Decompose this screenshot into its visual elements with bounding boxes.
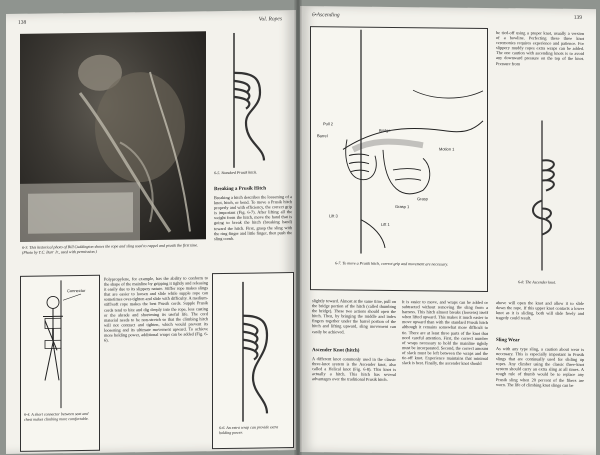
bottom-col3-text: above will open the knot and allow it to slide down the rope. If this upper knot contacts a lower knot as it is sliding, both will slide freely and tragedy could result. <box>496 300 584 321</box>
fig-6-7-box <box>310 26 488 292</box>
ascender-heading: Ascender Knot (hitch) <box>312 348 360 354</box>
label-motion: Motion 1 <box>439 146 455 152</box>
ascender-knot-diagram <box>506 120 576 271</box>
sling-wear-text: As with any type sling, a caution about wear is necessary. This is especially important in Prusik slings that are continually used for sliding up ropes. Any climber using the classic three-knot system should carry an extra sling at all times. A rough rule of thumb would be to replace any Prusik sling when 20 percent of the fibers are worn. The life of climbing knot slings can be <box>496 346 584 388</box>
label-lift-1: Lift 1 <box>381 221 390 227</box>
left-page <box>6 10 296 454</box>
label-barrel: Barrel <box>317 133 328 139</box>
label-pull: Pull 2 <box>323 121 334 127</box>
fig-6-5-caption: 6-5. Standard Prusik hitch. <box>214 169 258 176</box>
climber-connector-diagram <box>23 280 97 409</box>
fig-6-4-box <box>20 275 100 452</box>
extra-wrap-prusik-diagram <box>223 281 283 422</box>
label-bridge: Bridge <box>379 127 391 133</box>
standard-prusik-hitch-diagram <box>216 32 286 168</box>
fig-6-4-caption: 6-4. A short connector between seat and chest makes climbing more comfortable. <box>24 410 89 422</box>
photo-scene <box>20 31 206 242</box>
connector-label: Connector <box>67 287 86 294</box>
fig-6-6-caption: 6-6. An extra wrap can provide extra holding power. <box>219 424 279 435</box>
breaking-text: Breaking a hitch describes the loosening of a knot, hitch, or bend. To move a Prusik hitch properly and with efficiency, the correct grip is important (Fig. 6-7). After lifting all the weight from the hitch, move the hand that is going to break the hitch (breaking hand) toward the hitch. First, grasp the sling with the ring finger and little finger, then push the sling comb. <box>214 194 292 241</box>
fig-6-7-caption: 6-7. To move a Prusik hitch, correct grip and movement are necessary. <box>335 260 449 267</box>
bottom-col2-text: It is easier to move, and wraps can be added or subtracted without removing the sling from a harness. This hitch almost breaks (loosens) itself when lifted upward. This makes it much easier to move upward than with the standard Prusik hitch although it remains somewhat more difficult to tie. There are at least three parts of the knot that need careful attention. First, the correct number of wraps necessary to hold the mainline tightly must be incorporated. Second, the correct amount of slack must be left between the wraps and the tie-off knot. Experience maintains that minimal slack is best. Finally, the ascender knot should <box>402 299 488 367</box>
top-right-text: be tied-off using a proper knot, usually a version of a bowline. Perfecting these three knot ceremonies requires experience and patience. For slippery muddy ropes extra wraps can be added. The one caution with ascending knots is to avoid any downward pressure on the top of the knot. Pressure from <box>496 30 584 66</box>
fig-6-8-caption: 6-8. The Ascender knot. <box>518 279 557 285</box>
prusik-grip-diagram <box>313 29 485 255</box>
historical-photo <box>20 31 206 242</box>
polypropylene-text: Polypropylene, for example, has the ability to conform to the shape of the mainline by gripping it tightly and releasing it easily due to its slippery nature. Stiffer rope makes slings that are easier to loosen and slide while supple rope can sometimes over-tighten and slide with difficulty. A medium-stiff/soft rope makes the best Prusik cords. Supple Prusik cords tend to bite and dig deeply into the rope, less casting or the abrade and shortening its useful life. The cord material needs to be non-stretch so that the climbing hitch will not contract and tighten, which would prevent its loosening and its ultimate movement upward. To achieve more holding power, additional wraps can be added (Fig. 6-6). <box>104 275 208 343</box>
sling-wear-heading: Sling Wear <box>496 338 520 344</box>
right-page <box>300 6 596 455</box>
label-lift-3: Lift 3 <box>329 213 338 219</box>
right-page-number: 139 <box>573 14 582 21</box>
label-grasp: Grasp <box>417 196 428 202</box>
label-grasp-1: Grasp 1 <box>395 203 410 210</box>
breaking-heading: Breaking a Prusik Hitch <box>214 186 266 193</box>
bottom-col1-text: slightly toward. Almost at the same time, pull on the bridge portion of the hitch (called thumbing the bridge). These two actions should open the hitch. Then, by bringing the middle and index fingers together under the barrel portion of the hitch and lifting upward, sling movement can easily be achieved. <box>312 298 396 335</box>
ascender-text: A different knot commonly used in the classic three-knot system is the Ascender knot, also called a Helical knot (Fig. 6-8). This knot is actually a hitch. This hitch has several advantages over the traditional Prusik hitch. <box>312 356 396 383</box>
left-running-head: Vol. Ropes <box>258 16 282 23</box>
left-page-number: 138 <box>18 19 27 26</box>
photo-caption: 6-3. This historical photo of Bill Cuddington shows the rope and sling used to rappel and prusik the first time. (Photo by T.C. Barr Jr., used with permission.) <box>22 242 199 255</box>
right-running-head: 6•Ascending <box>312 12 340 19</box>
fig-6-6-box <box>212 272 294 449</box>
book-gutter <box>294 0 302 455</box>
